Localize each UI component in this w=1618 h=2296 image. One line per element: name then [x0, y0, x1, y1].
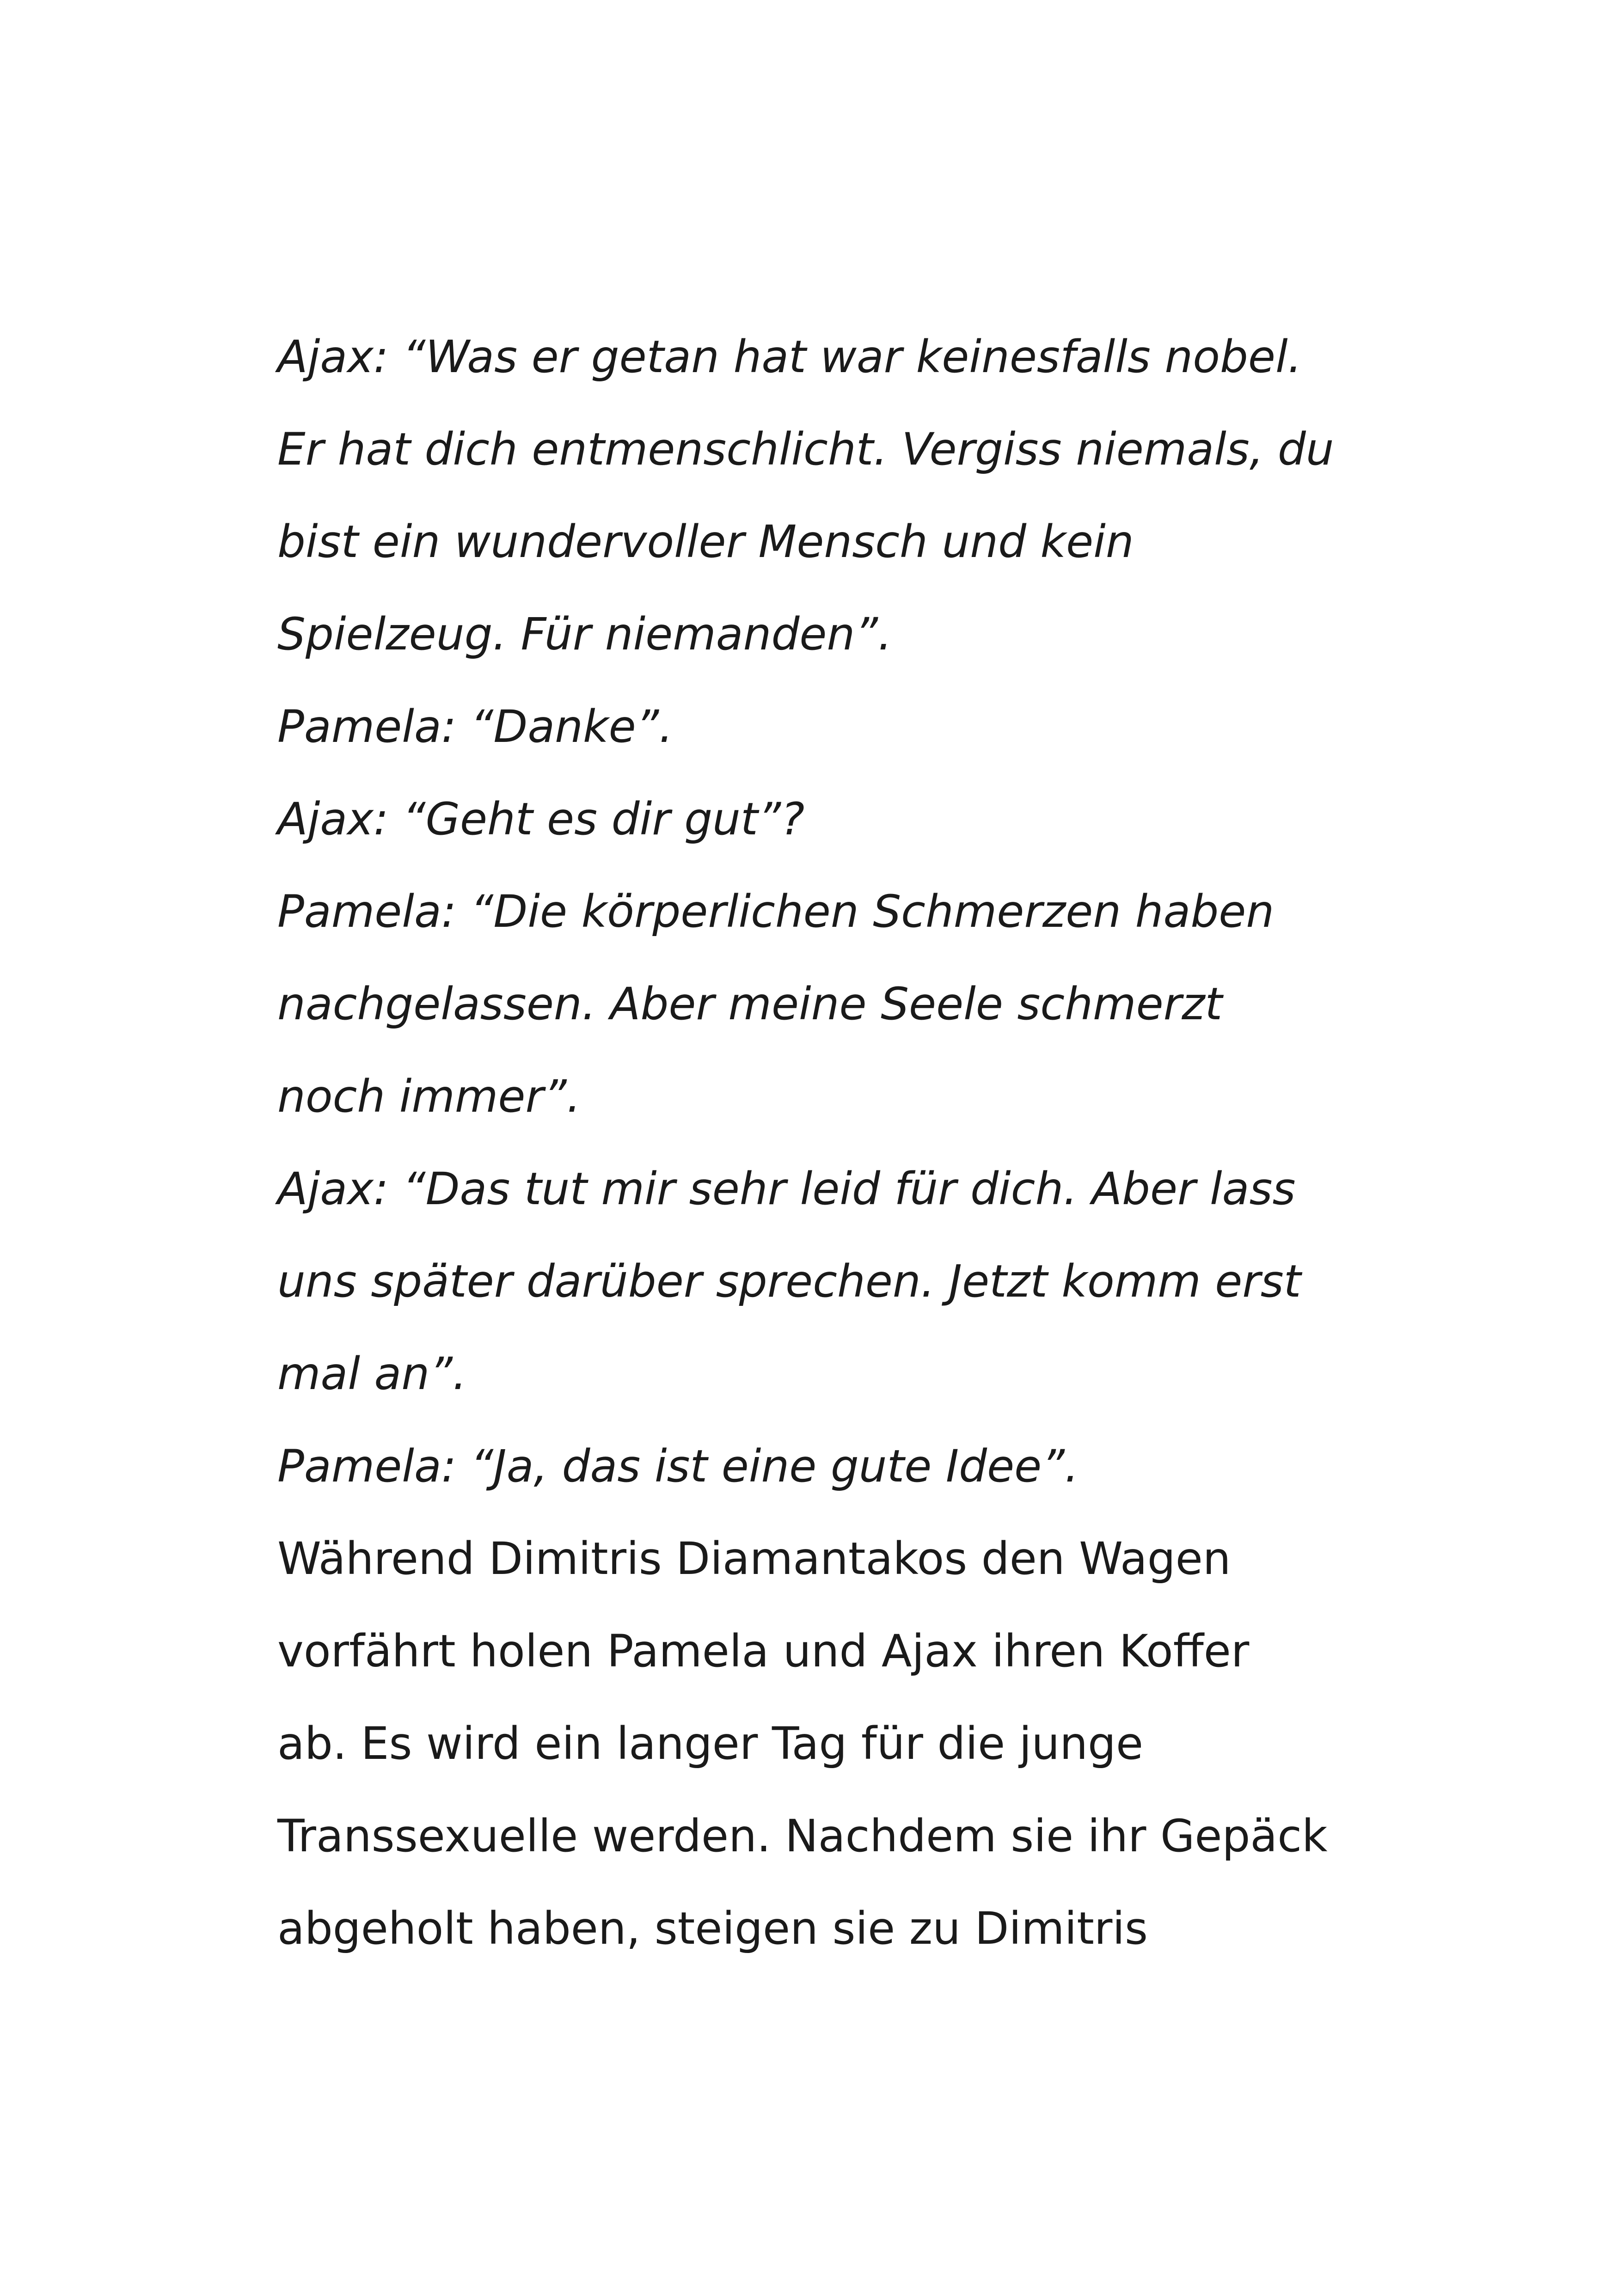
narration-line: Transsexuelle werden. Nachdem sie ihr Gepäck — [277, 1810, 1328, 1862]
dialogue-line: Ajax: “Das tut mir sehr leid für dich. Aber lass — [277, 1163, 1296, 1215]
dialogue-line: Pamela: “Ja, das ist eine gute Idee”. — [277, 1440, 1079, 1492]
narration-line: abgeholt haben, steigen sie zu Dimitris — [277, 1903, 1148, 1954]
narration-line: vorfährt holen Pamela und Ajax ihren Koffer — [277, 1625, 1250, 1677]
dialogue-line: bist ein wundervoller Mensch und kein — [277, 516, 1134, 568]
dialogue-line: Pamela: “Danke”. — [277, 701, 673, 753]
body-text — [277, 311, 1549, 1975]
dialogue-line: Pamela: “Die körperlichen Schmerzen haben — [277, 886, 1275, 937]
narration-line: Während Dimitris Diamantakos den Wagen — [277, 1533, 1231, 1585]
dialogue-line: uns später darüber sprechen. Jetzt komm erst — [277, 1255, 1301, 1307]
dialogue-line: mal an”. — [277, 1348, 467, 1400]
dialogue-line: nachgelassen. Aber meine Seele schmerzt — [277, 978, 1223, 1030]
dialogue-line: Spielzeug. Für niemanden”. — [277, 608, 892, 660]
narration-line: ab. Es wird ein langer Tag für die junge — [277, 1718, 1144, 1769]
dialogue-line: Ajax: “Geht es dir gut”? — [277, 793, 805, 845]
dialogue-line: noch immer”. — [277, 1071, 581, 1122]
dialogue-line: Er hat dich entmenschlicht. Vergiss niemals, du — [277, 423, 1334, 475]
dialogue-line: Ajax: “Was er getan hat war keinesfalls nobel. — [277, 331, 1302, 383]
